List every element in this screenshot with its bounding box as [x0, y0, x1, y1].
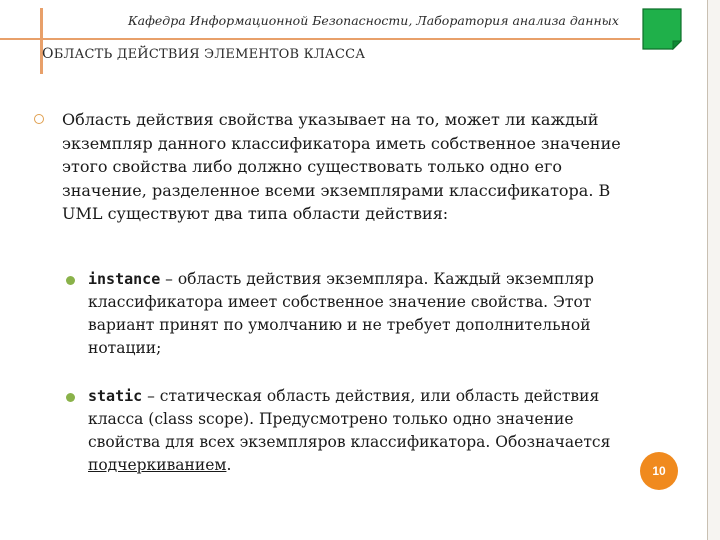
- item-text-static: – статическая область действия, или область действия класса (class scope). Предусмотрено только одно значение свойства для всех экземпляров классификатора. Обозначается: [88, 387, 611, 451]
- item-text-instance: – область действия экземпляра. Каждый экземпляр классификатора имеет собственное значение свойства. Этот вариант принят по умолчанию и не требует дополнительной нотации;: [88, 270, 594, 357]
- underlined-word: подчеркиванием: [88, 456, 227, 474]
- green-box-icon: [642, 8, 682, 50]
- main-bullet-icon: [34, 114, 44, 124]
- keyword-instance: instance: [88, 270, 161, 288]
- slide-title-rest: БЛАСТЬ ДЕЙСТВИЯ ЭЛЕМЕНТОВ КЛАССА: [53, 47, 366, 62]
- page-number-badge: 10: [640, 452, 678, 490]
- slide-title-initial: О: [42, 46, 54, 62]
- vertical-accent-line: [40, 8, 43, 74]
- main-paragraph: Область действия свойства указывает на то, может ли каждый экземпляр данного классификатора иметь собственное значение этого свойства либо должно существовать только одно его значение, разделенное всеми экземплярами классификатора. В UML существуют два типа области действия:: [62, 110, 621, 223]
- sub-bullet-icon: [66, 276, 75, 285]
- list-item-static: [88, 385, 628, 477]
- slide-title: [42, 46, 365, 62]
- list-item-instance: [88, 268, 628, 360]
- sub-bullet-icon: [66, 393, 75, 402]
- horizontal-accent-line: [0, 38, 640, 40]
- slide-header: Кафедра Информационной Безопасности, Лаборатория анализа данных: [128, 13, 619, 28]
- right-frame-border: [707, 0, 720, 540]
- item-text-end: .: [226, 456, 232, 474]
- keyword-static: static: [88, 387, 143, 405]
